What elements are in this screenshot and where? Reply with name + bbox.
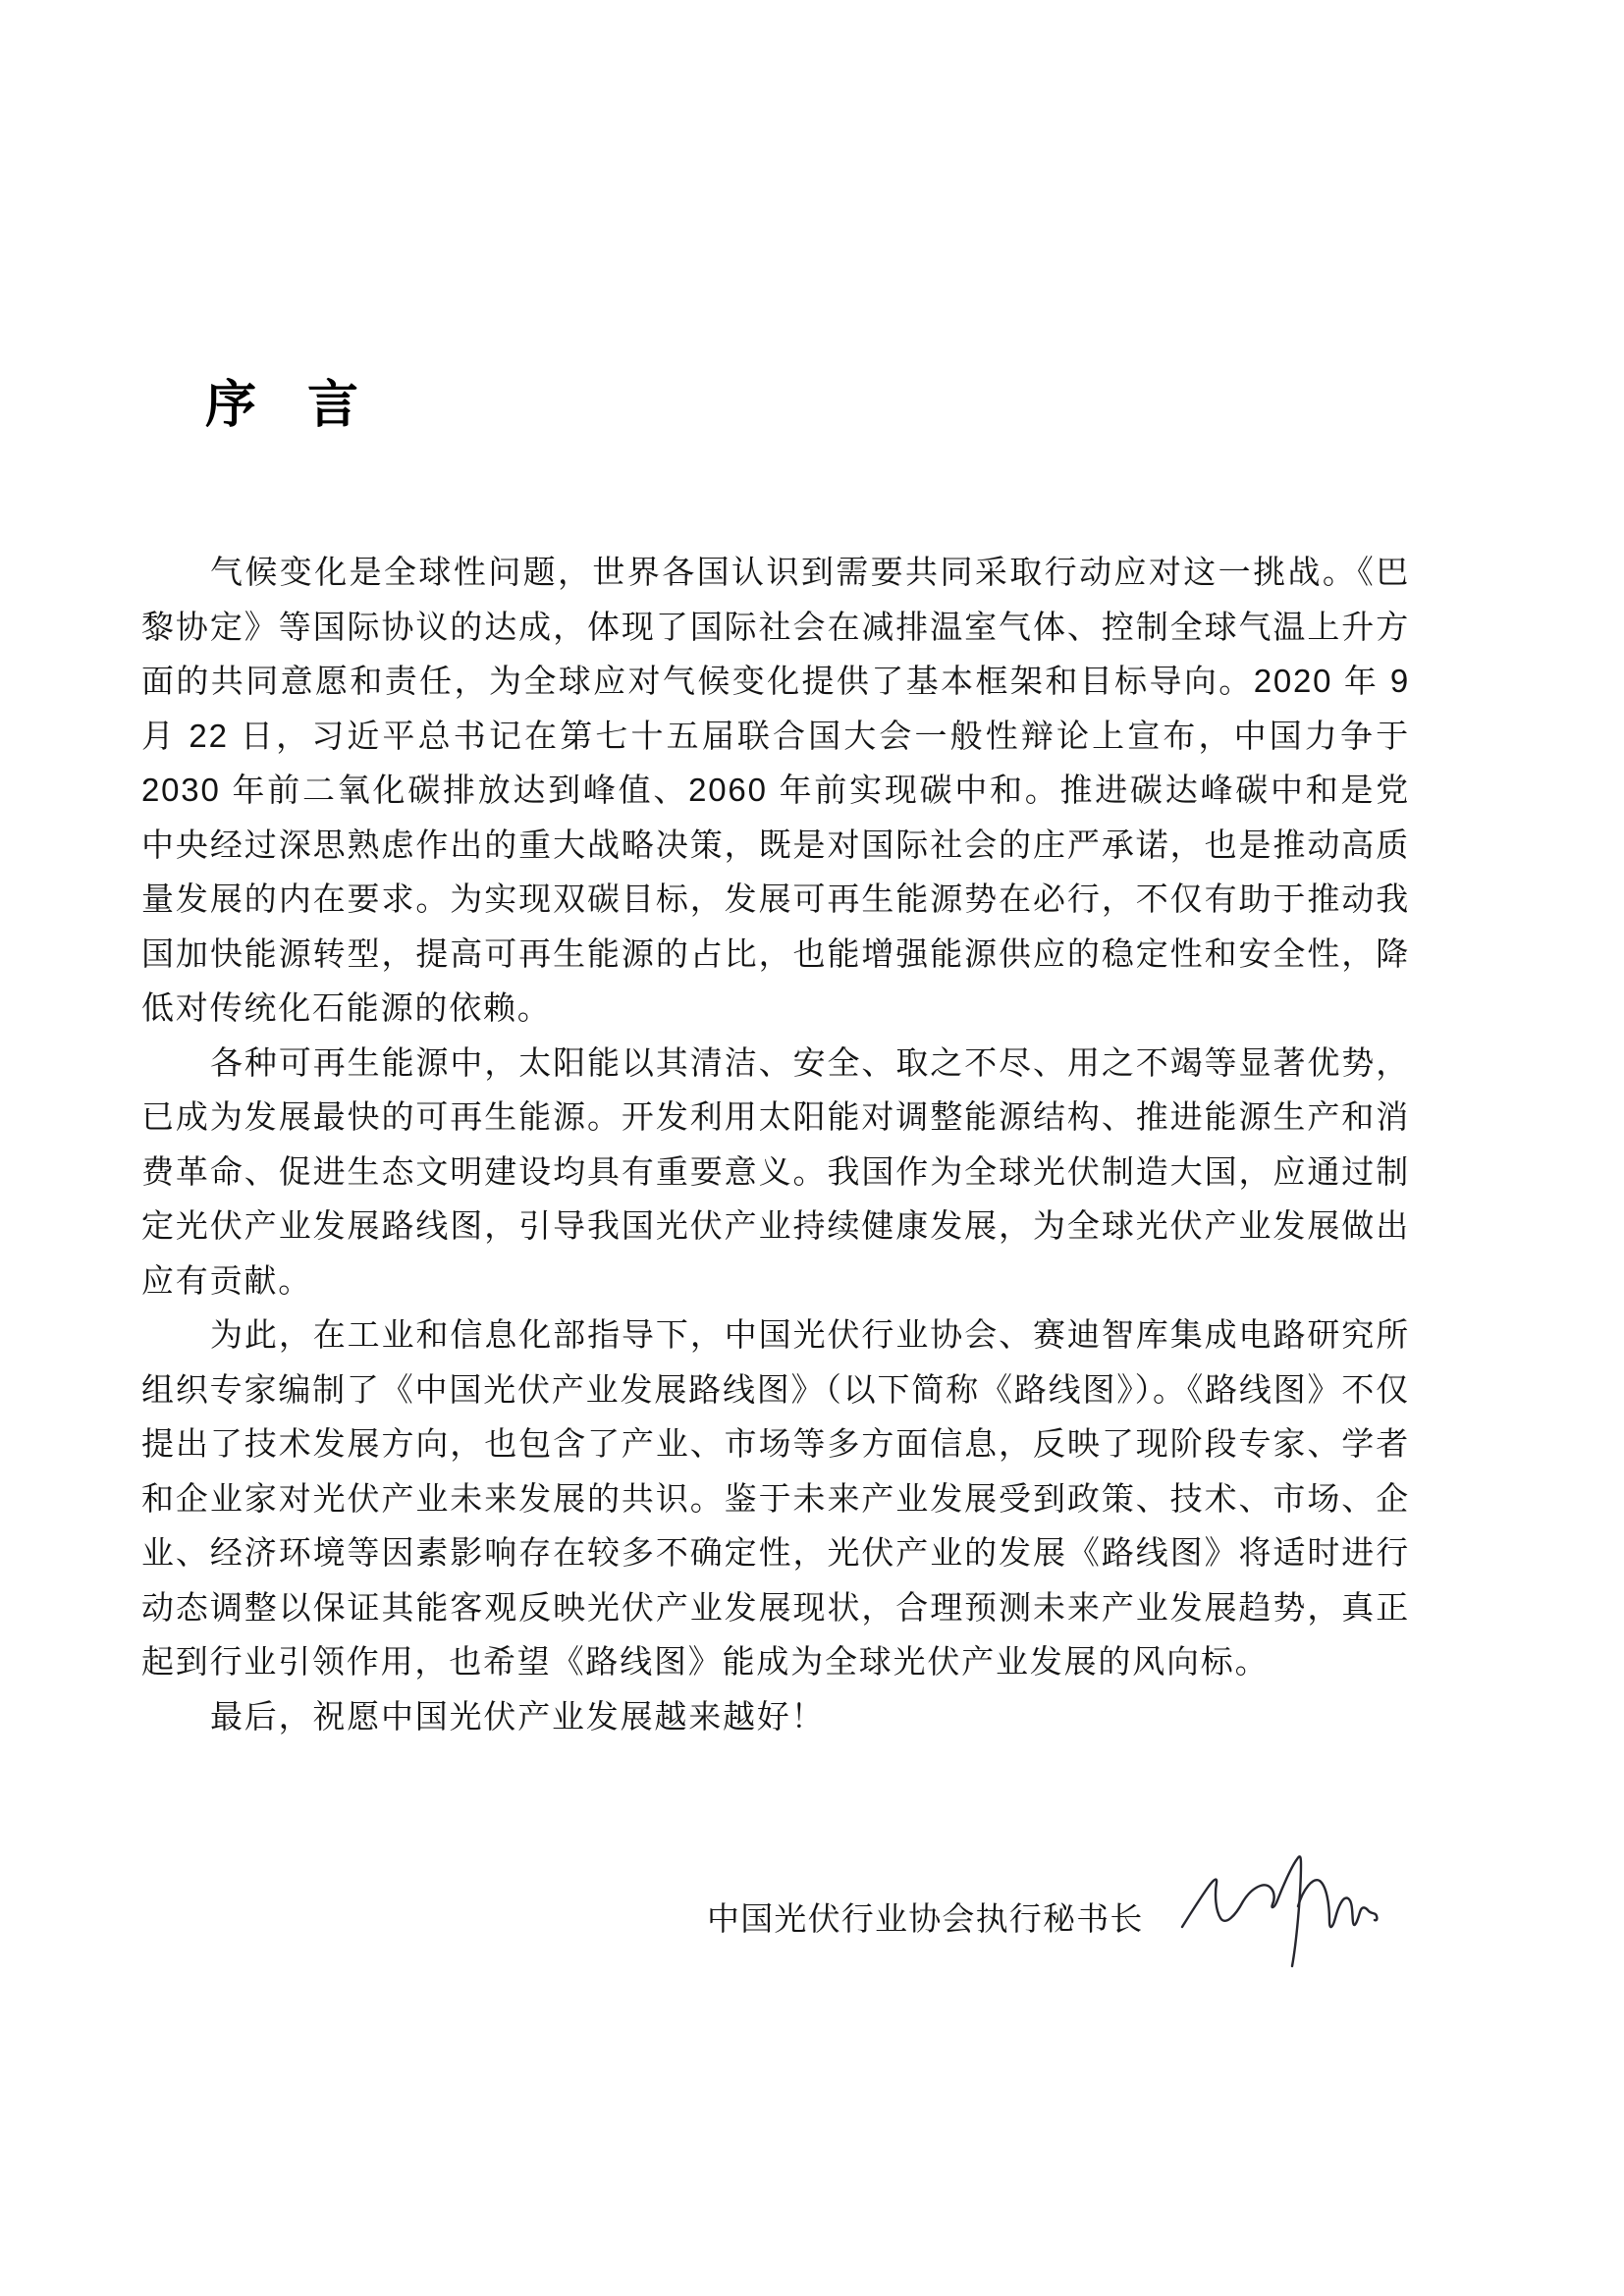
paragraph-roadmap-compilation: 为此，在工业和信息化部指导下，中国光伏行业协会、赛迪智库集成电路研究所组织专家编制了《中国光伏产业发展路线图》（以下简称《路线图》）。《路线图》不仅提出了技术发展方向，也包含了产业、市场等多方面信息，反映了现阶段专家、学者和企业家对光伏产业未来发展的共识。鉴于未来产业发展受到政策、技术、市场、企业、经济环境等因素影响存在较多不确定性，光伏产业的发展《路线图》将适时进行动态调整以保证其能客观反映光伏产业发展现状，合理预测未来产业发展趋势，真正起到行业引领作用，也希望《路线图》能成为全球光伏产业发展的风向标。 <box>141 1316 1410 1680</box>
page-title: 序 言 <box>205 377 359 434</box>
preface-body <box>141 545 1410 1743</box>
paragraph-climate-challenge: 气候变化是全球性问题，世界各国认识到需要共同采取行动应对这一挑战。《巴黎协定》等国际协议的达成，体现了国际社会在减排温室气体、控制全球气温上升方面的共同意愿和责任，为全球应对气候变化提供了基本框架和目标导向。2020 年 9 月 22 日，习近平总书记在第七十五届联合国大会一般性辩论上宣布，中国力争于 2030 年前二氧化碳排放达到峰值、2060 年前实现碳中和。推进碳达峰碳中和是党中央经过深思熟虑作出的重大战略决策，既是对国际社会的庄严承诺，也是推动高质量发展的内在要求。为实现双碳目标，发展可再生能源势在必行，不仅有助于推动我国加快能源转型，提高可再生能源的占比，也能增强能源供应的稳定性和安全性，降低对传统化石能源的依赖。 <box>141 554 1410 1026</box>
paragraph-solar-energy: 各种可再生能源中，太阳能以其清洁、安全、取之不尽、用之不竭等显著优势，已成为发展最快的可再生能源。开发利用太阳能对调整能源结构、推进能源生产和消费革命、促进生态文明建设均具有重要意义。我国作为全球光伏制造大国，应通过制定光伏产业发展路线图，引导我国光伏产业持续健康发展，为全球光伏产业发展做出应有贡献。 <box>141 1043 1410 1299</box>
signature-title: 中国光伏行业协会执行秘书长 <box>707 1900 1144 1937</box>
handwritten-signature-icon <box>1174 1851 1382 1971</box>
paragraph-closing-wish: 最后，祝愿中国光伏产业发展越来越好！ <box>210 1697 826 1735</box>
